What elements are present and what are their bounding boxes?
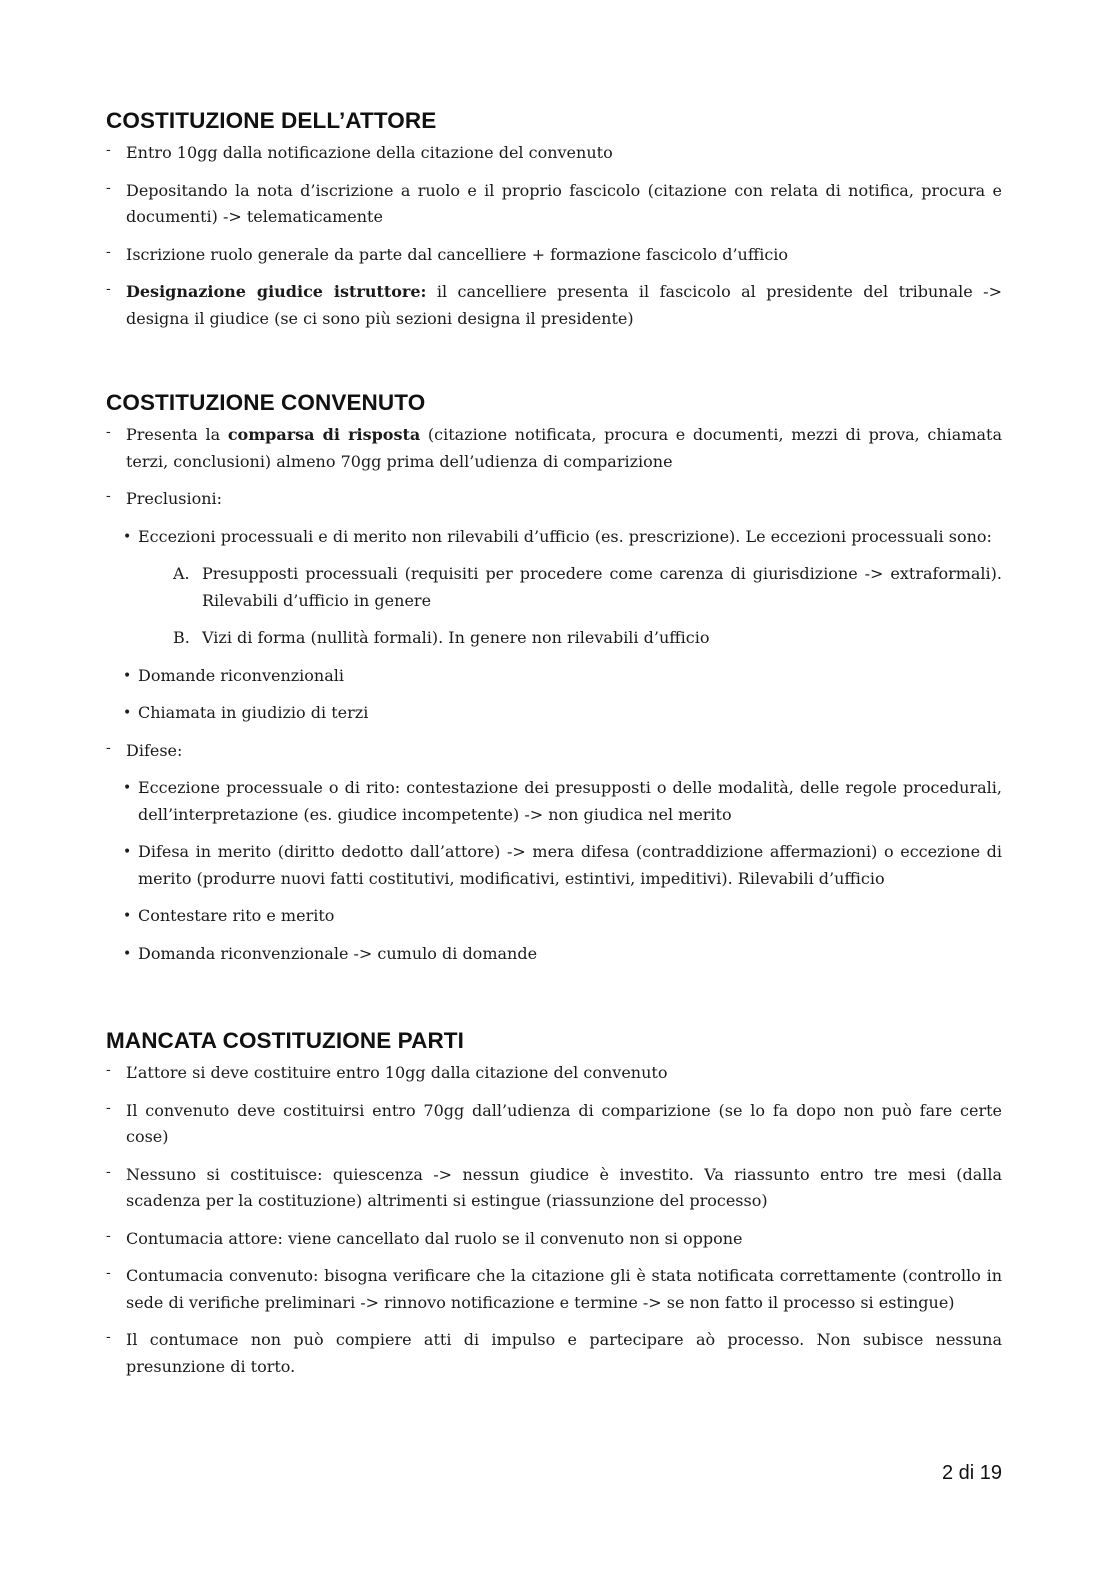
list-item: - Designazione giudice istruttore: il cancelliere presenta il fascicolo al presidente del tribunale -> designa il giudice (se ci sono più sezioni designa il presidente) [106,279,1002,332]
bullet-item: • Domande riconvenzionali [106,663,1002,690]
list-item: - Presenta la comparsa di risposta (citazione notificata, procura e documenti, mezzi di prova, chiamata terzi, conclusioni) almeno 70gg prima dell’udienza di comparizione [106,422,1002,475]
bullet-item: • Domanda riconvenzionale -> cumulo di domande [106,941,1002,968]
section-costituzione-convenuto [106,390,1002,967]
bullet-item: • Contestare rito e merito [106,903,1002,930]
bullet-item: • Chiamata in giudizio di terzi [106,700,1002,727]
list-item: - L’attore si deve costituire entro 10gg dalla citazione del convenuto [106,1060,1002,1087]
list-item: - Preclusioni: • Eccezioni processuali e di merito non rilevabili d’ufficio (es. prescrizione). Le eccezioni processuali sono: A. Presupposti processuali (requisiti per procedere come carenza di giurisdizione -> extraformali). Rilevabili d’ufficio in genere B. Vizi di forma (nullità formali). In genere non rilevabili d’ufficio • Domande riconvenzionali • Chiamata in giudizio di terzi [106,486,1002,727]
section-title: COSTITUZIONE CONVENUTO [106,390,426,415]
list-item: - Iscrizione ruolo generale da parte dal cancelliere + formazione fascicolo d’ufficio [106,242,1002,269]
lettered-item: B. Vizi di forma (nullità formali). In genere non rilevabili d’ufficio [173,628,710,647]
dash-list [106,422,1002,967]
bullet-list [106,524,1002,727]
bullet-item: • Eccezioni processuali e di merito non rilevabili d’ufficio (es. prescrizione). Le eccezioni processuali sono: A. Presupposti processuali (requisiti per procedere come carenza di giurisdizione -> extraformali). Rilevabili d’ufficio in genere B. Vizi di forma (nullità formali). In genere non rilevabili d’ufficio [106,524,1002,652]
bold-term: Designazione giudice istruttore: [126,282,427,301]
section-mancata-costituzione [106,1028,1002,1380]
dash-list [106,1060,1002,1380]
lettered-item: A. Presupposti processuali (requisiti per procedere come carenza di giurisdizione -> extraformali). Rilevabili d’ufficio in genere [173,564,1002,610]
section-title: MANCATA COSTITUZIONE PARTI [106,1028,464,1053]
list-item: - Il convenuto deve costituirsi entro 70gg dall’udienza di comparizione (se lo fa dopo non può fare certe cose) [106,1098,1002,1151]
list-item: - Nessuno si costituisce: quiescenza -> nessun giudice è investito. Va riassunto entro tre mesi (dalla scadenza per la costituzione) altrimenti si estingue (riassunzione del processo) [106,1162,1002,1215]
section-title: COSTITUZIONE DELL’ATTORE [106,108,437,133]
bold-term: comparsa di risposta [227,425,421,444]
lettered-list [106,561,1002,652]
section-costituzione-attore [106,108,1002,332]
list-item: - Contumacia convenuto: bisogna verificare che la citazione gli è stata notificata correttamente (controllo in sede di verifiche preliminari -> rinnovo notificazione e termine -> se non fatto il processo si estingue) [106,1263,1002,1316]
bullet-item: • Difesa in merito (diritto dedotto dall’attore) -> mera difesa (contraddizione affermazioni) o eccezione di merito (produrre nuovi fatti costitutivi, modificativi, estintivi, impeditivi). Rilevabili d’ufficio [106,839,1002,892]
bullet-list [106,775,1002,967]
document-page [106,0,1002,1579]
dash-list [106,140,1002,332]
list-item: - Depositando la nota d’iscrizione a ruolo e il proprio fascicolo (citazione con relata di notifica, procura e documenti) -> telematicamente [106,178,1002,231]
bullet-item: • Eccezione processuale o di rito: contestazione dei presupposti o delle modalità, delle regole procedurali, dell’interpretazione (es. giudice incompetente) -> non giudica nel merito [106,775,1002,828]
list-item: - Contumacia attore: viene cancellato dal ruolo se il convenuto non si oppone [106,1226,1002,1253]
page-number: 2 di 19 [941,1462,1002,1484]
list-item: - Il contumace non può compiere atti di impulso e partecipare aò processo. Non subisce nessuna presunzione di torto. [106,1327,1002,1380]
list-item: - Difese: • Eccezione processuale o di rito: contestazione dei presupposti o delle modalità, delle regole procedurali, dell’interpretazione (es. giudice incompetente) -> non giudica nel merito • Difesa in merito (diritto dedotto dall’attore) -> mera difesa (contraddizione affermazioni) o eccezione di merito (produrre nuovi fatti costitutivi, modificativi, estintivi, impeditivi). Rilevabili d’ufficio • Contestare rito e merito • Domanda riconvenzionale -> cumulo di domande [106,738,1002,968]
list-item: - Entro 10gg dalla notificazione della citazione del convenuto [106,140,1002,167]
